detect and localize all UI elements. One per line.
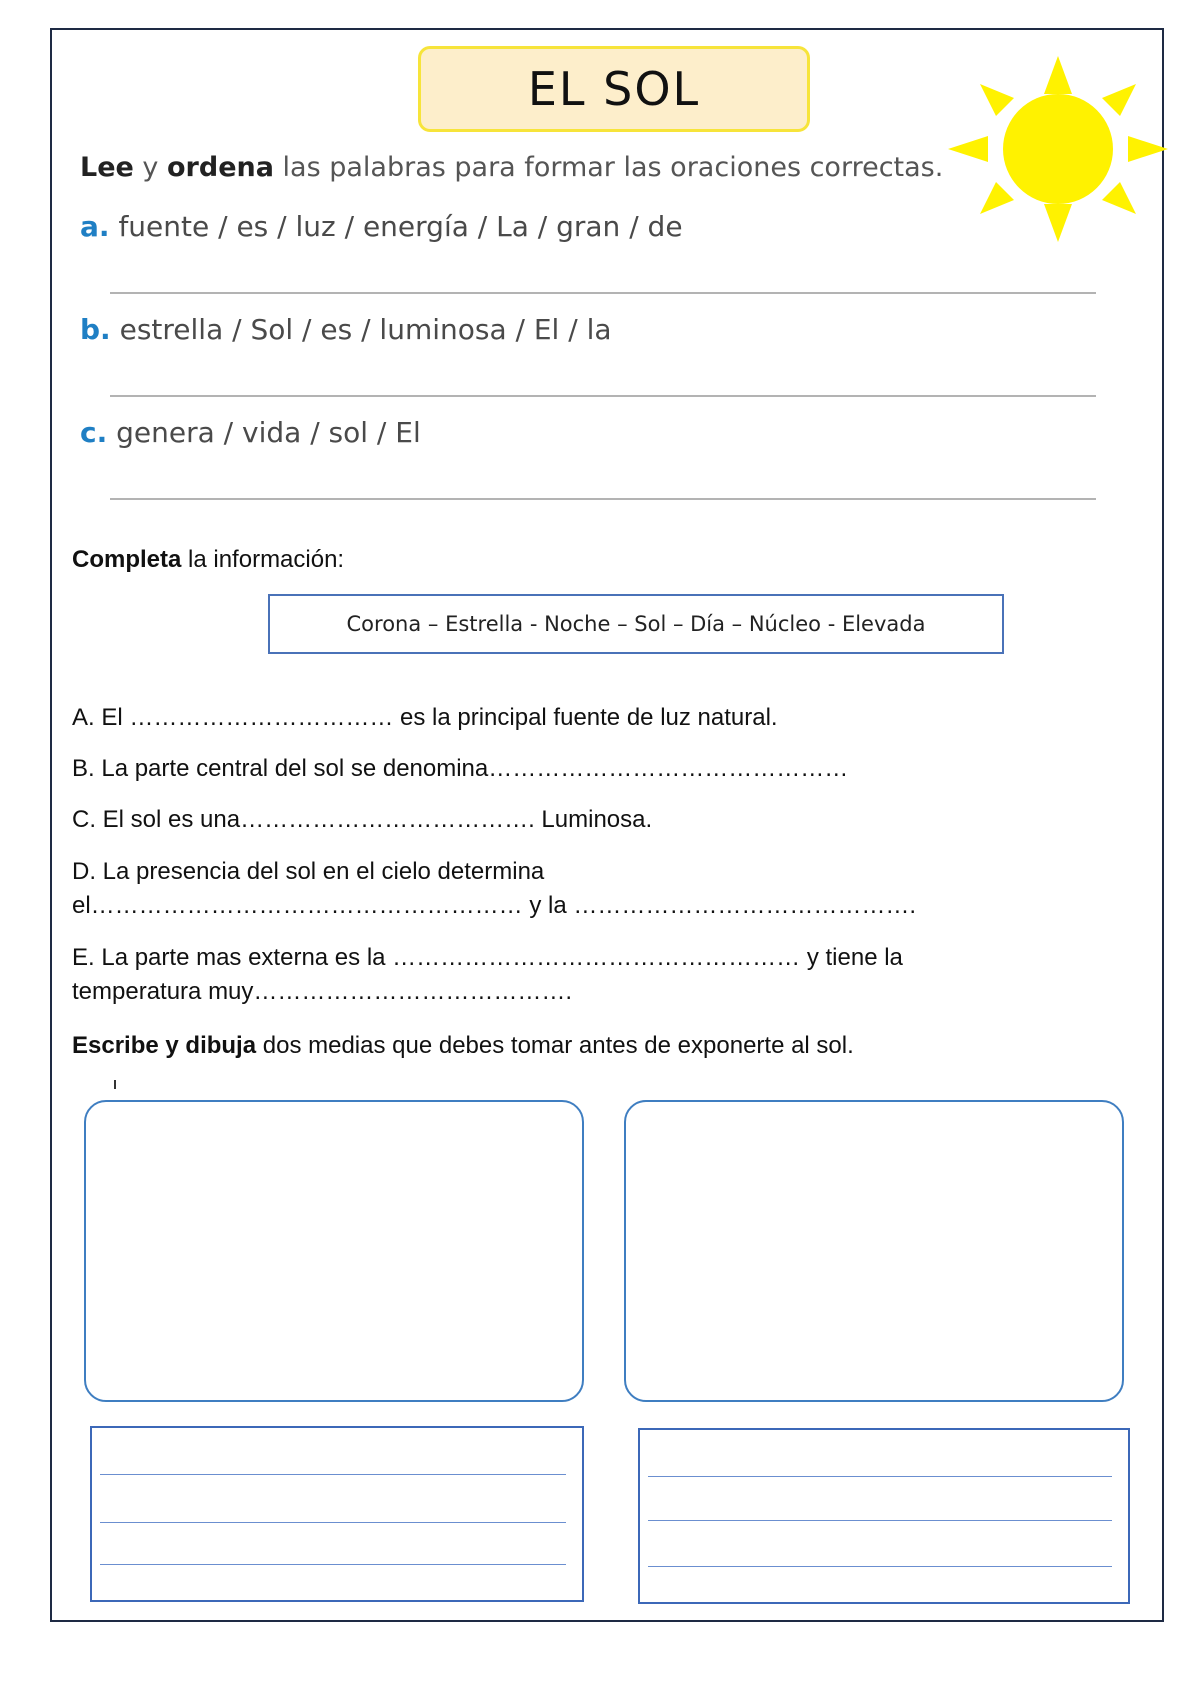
- order-item-b: [80, 313, 612, 346]
- instruction-rest: la información:: [181, 546, 345, 573]
- writing-line: [648, 1566, 1112, 1567]
- answer-line-b[interactable]: [110, 395, 1096, 397]
- item-letter: a.: [80, 210, 110, 243]
- instruction-rest: las palabras para formar las oraciones correctas.: [273, 152, 944, 183]
- writing-line: [648, 1520, 1112, 1521]
- sentence-e-line2: temperatura muy………………………………….: [72, 978, 573, 1005]
- drawing-box-right[interactable]: [624, 1100, 1124, 1402]
- writing-box-left[interactable]: [90, 1426, 584, 1602]
- word-bank: [268, 594, 1004, 654]
- order-item-c: [80, 416, 421, 449]
- writing-box-right[interactable]: [638, 1428, 1130, 1604]
- complete-instruction: [72, 546, 344, 574]
- word-bank-text: Corona – Estrella - Noche – Sol – Día – Núcleo - Elevada: [346, 612, 926, 636]
- sentence-e-line1: E. La parte mas externa es la …………………………………………… y tiene la: [72, 944, 903, 971]
- item-words: estrella / Sol / es / luminosa / El / la: [119, 313, 612, 346]
- drawing-box-left[interactable]: [84, 1100, 584, 1402]
- answer-line-c[interactable]: [110, 498, 1096, 500]
- stray-mark: [114, 1080, 116, 1089]
- instruction-escribe: Escribe y dibuja: [72, 1032, 257, 1059]
- answer-line-a[interactable]: [110, 292, 1096, 294]
- writing-line: [100, 1474, 566, 1475]
- item-letter: c.: [80, 416, 108, 449]
- writing-line: [648, 1476, 1112, 1477]
- order-instruction: [80, 152, 943, 183]
- sentence-d-line2: el……………………………………………… y la …………………………………….: [72, 892, 917, 919]
- sentence-d-line1: D. La presencia del sol en el cielo determina: [72, 858, 545, 885]
- sentence-b: B. La parte central del sol se denomina………………………………………: [72, 755, 849, 782]
- sentence-a: A. El …………………………… es la principal fuente de luz natural.: [72, 704, 778, 731]
- item-letter: b.: [80, 313, 111, 346]
- sun-icon: [948, 54, 1168, 244]
- writing-line: [100, 1564, 566, 1565]
- order-item-a: [80, 210, 683, 243]
- page-title: EL SOL: [527, 62, 701, 116]
- draw-instruction: [72, 1032, 854, 1060]
- instruction-y: y: [133, 152, 167, 183]
- item-words: genera / vida / sol / El: [116, 416, 421, 449]
- instruction-rest: dos medias que debes tomar antes de exponerte al sol.: [256, 1032, 854, 1059]
- instruction-lee: Lee: [80, 152, 134, 183]
- instruction-completa: Completa: [72, 546, 182, 573]
- sentence-c: C. El sol es una………………………………. Luminosa.: [72, 806, 653, 833]
- writing-line: [100, 1522, 566, 1523]
- instruction-ordena: ordena: [167, 152, 274, 183]
- item-words: fuente / es / luz / energía / La / gran / de: [118, 210, 683, 243]
- title-box: [418, 46, 810, 132]
